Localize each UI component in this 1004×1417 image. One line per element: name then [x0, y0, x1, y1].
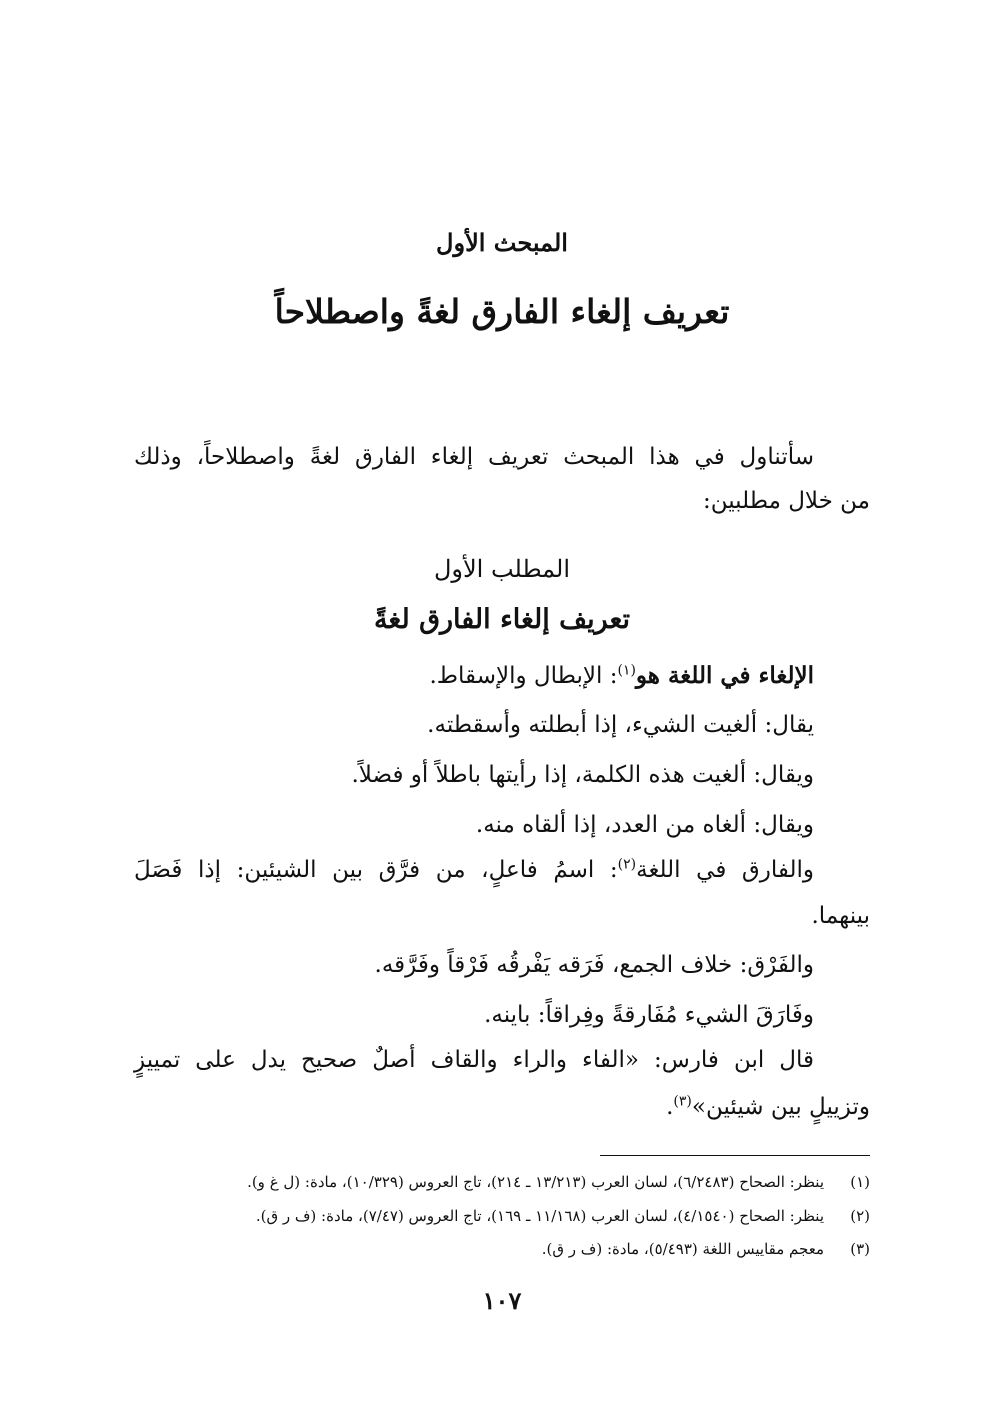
definition-text: : اسمُ فاعلٍ، من فرَّق بين الشيئين: إذا فَصَلَ [134, 857, 618, 883]
paragraph-example-3: ويقال: ألغاه من العدد، إذا ألقاه منه. [475, 812, 814, 838]
subsection-title: تعريف إلغاء الفارق لغةً [373, 604, 631, 635]
definition-text: : الإبطال والإسقاط. [429, 663, 618, 689]
footnote-1 [247, 1173, 870, 1191]
quote-end: وتزييلٍ بين شيئين» [691, 1094, 870, 1120]
footnote-3 [542, 1240, 870, 1258]
footnote-text: معجم مقاييس اللغة (٥/٤٩٣)، مادة: (ف ر ق). [541, 1240, 824, 1258]
paragraph-example-2: ويقال: ألغيت هذه الكلمة، إذا رأيتها باطلاً أو فضلاً. [351, 762, 814, 788]
term-fariq: والفارق في اللغة [636, 857, 815, 883]
paragraph-definition-ilgha [429, 664, 814, 688]
paragraph-farq: والفَرْق: خلاف الجمع، فَرَقه يَفْرقُه فَرْقاً وفَرَّقه. [374, 952, 814, 978]
term-ilgha: الإلغاء في اللغة هو [635, 662, 814, 689]
paragraph-ibn-faris-cont [666, 1093, 870, 1120]
intro-line-2: من خلال مطلبين: [702, 488, 870, 514]
intro-line-1: سأتناول في هذا المبحث تعريف إلغاء الفارق لغةً واصطلاحاً، وذلك [134, 444, 814, 470]
paragraph-faraqa: وفَارَقَ الشيء مُفَارقةً وفِراقاً: باينه. [484, 1002, 814, 1028]
subsection-label: المطلب الأول [433, 555, 571, 583]
full-stop: . [666, 1094, 674, 1120]
paragraph-example-1: يقال: ألغيت الشيء، إذا أبطلته وأسقطته. [427, 712, 814, 738]
paragraph-ibn-faris: قال ابن فارس: «الفاء والراء والقاف أصلٌ صحيح يدل على تمييزٍ [134, 1047, 814, 1073]
footnote-text: ينظر: الصحاح (٦/٢٤٨٣)، لسان العرب (١٣/٢١٣ ـ ٢١٤)، تاج العروس (١٠/٣٢٩)، مادة: (ل غ و). [247, 1173, 824, 1191]
footnote-number: (٣) [850, 1240, 870, 1258]
footnote-text: ينظر: الصحاح (٤/١٥٤٠)، لسان العرب (١١/١٦٨ ـ ١٦٩)، تاج العروس (٧/٤٧)، مادة: (ف ر ق). [255, 1207, 824, 1225]
footnote-ref-1[interactable]: (١) [617, 662, 636, 679]
footnote-2 [256, 1207, 870, 1225]
chapter-title: تعريف إلغاء الفارق لغةً واصطلاحاً [274, 292, 730, 331]
footnote-divider [600, 1155, 870, 1156]
footnote-ref-2[interactable]: (٢) [617, 856, 637, 873]
footnote-ref-3[interactable]: (٣) [673, 1093, 692, 1110]
page-number: ١٠٧ [482, 1286, 522, 1315]
section-label: المبحث الأول [436, 228, 568, 257]
paragraph-definition-fariq-cont: بينهما. [811, 903, 870, 929]
paragraph-definition-fariq [134, 856, 815, 883]
footnote-number: (١) [850, 1173, 870, 1191]
footnote-number: (٢) [850, 1207, 870, 1225]
